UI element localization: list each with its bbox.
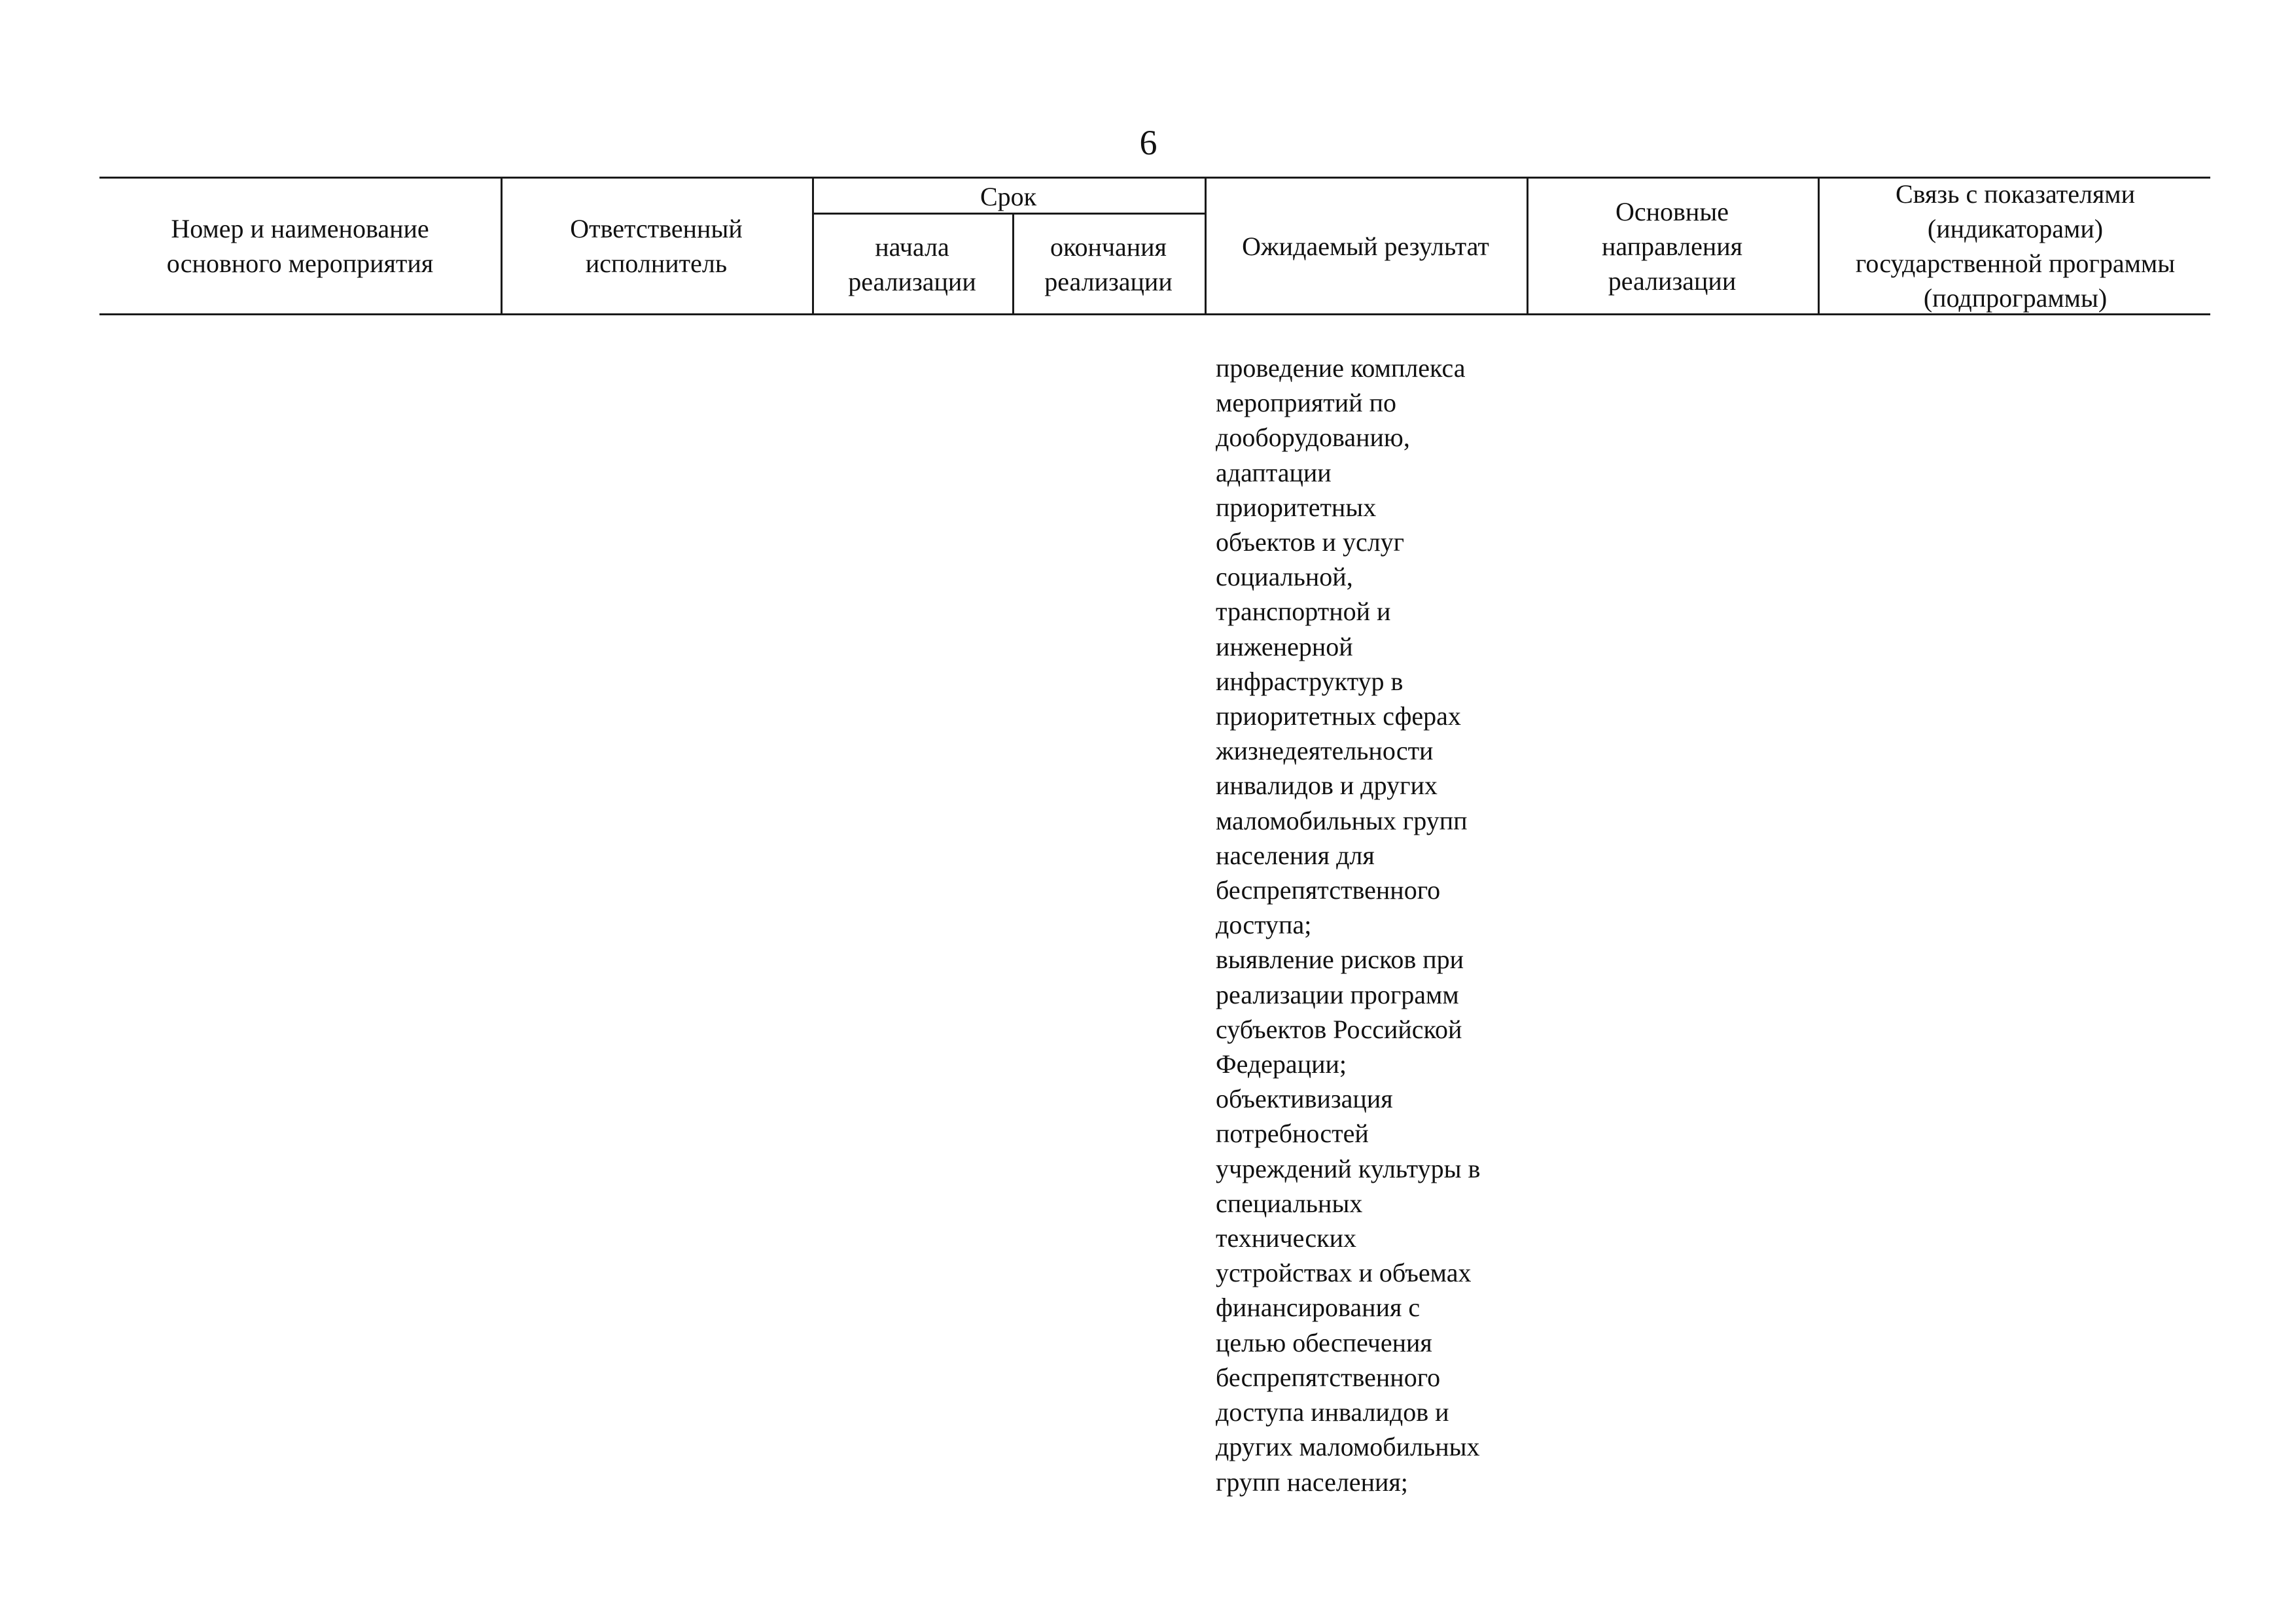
header-term: Срок: [980, 181, 1037, 211]
header-expected-result: Ожидаемый результат: [1242, 231, 1489, 261]
header-responsible-executor: Ответственный исполнитель: [570, 214, 743, 278]
header-name-of-activity: Номер и наименование основного мероприятия: [166, 214, 434, 278]
table-header: [99, 177, 2210, 315]
header-term-end: окончания реализации: [1044, 232, 1173, 296]
expected-result-text: проведение комплекса мероприятий по дооборудованию, адаптации приоритетных объектов и услуг социальной, транспортной и инженерной инфраструктур в приоритетных сферах жизнедеятельности инвалидов и других маломобильных групп населения для беспрепятственного доступа; выявление рисков при реализации программ субъектов Российской Федерации; объективизация потребностей учреждений культуры в специальных технических устройствах и объемах финансирования с целью обеспечения беспрепятственного доступа инвалидов и других маломобильных групп населения;: [1216, 353, 1481, 1497]
header-main-directions: Основные направления реализации: [1601, 196, 1743, 296]
header-indicators-link: Связь с показателями (индикаторами) государственной программы (подпрограммы): [1855, 179, 2176, 313]
page-number: 6: [1139, 123, 1157, 162]
header-term-start: начала реализации: [848, 232, 976, 296]
